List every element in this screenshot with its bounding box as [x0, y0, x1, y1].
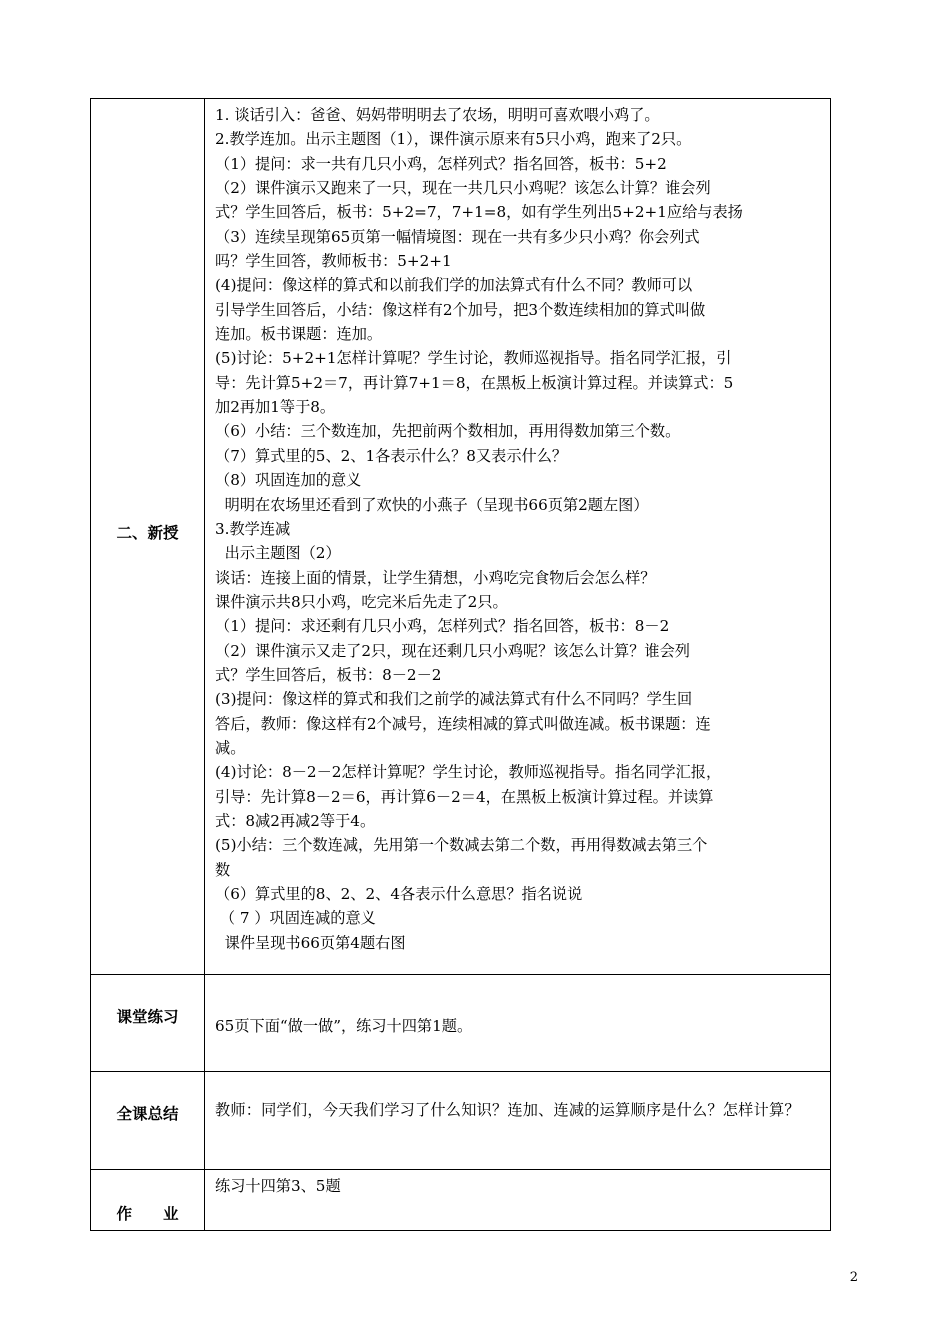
- lesson-text-line: (3)提问：像这样的算式和我们之前学的减法算式有什么不同吗？学生回: [215, 690, 693, 709]
- lesson-text-line: 谈话：连接上面的情景，让学生猜想，小鸡吃完食物后会怎么样？: [215, 568, 656, 587]
- lesson-text-line: （1）提问：求还剩有几只小鸡，怎样列式？指名回答，板书：8－2: [215, 617, 670, 636]
- lesson-text-line: （6）小结：三个数连加，先把前两个数相加，再用得数加第三个数。: [215, 422, 681, 441]
- lesson-text-line: 课件演示共8只小鸡，吃完米后先走了2只。: [215, 592, 508, 611]
- summary-text: 教师：同学们，今天我们学习了什么知识？连加、连减的运算顺序是什么？怎样计算？: [215, 1101, 800, 1119]
- lesson-text-line: （6）算式里的8、2、2、4各表示什么意思？指名说说: [215, 885, 583, 903]
- new-lesson-content: [205, 99, 831, 975]
- new-lesson-label-cell: [91, 99, 205, 975]
- homework-label-cell: [91, 1170, 205, 1231]
- summary-label-cell: [91, 1072, 205, 1170]
- lesson-text-line: (4)提问：像这样的算式和以前我们学的加法算式有什么不同？教师可以: [215, 276, 693, 295]
- lesson-text-line: 2.教学连加。出示主题图（1），课件演示原来有5只小鸡，跑来了2只。: [215, 130, 692, 149]
- lesson-text-line: 式：8减2再减2等于4。: [215, 811, 376, 830]
- practice-content-cell: [205, 975, 831, 1072]
- homework-label: 作 业: [116, 1204, 179, 1223]
- lesson-text-line: (5)小结：三个数连减，先用第一个数减去第二个数，再用得数减去第三个: [215, 836, 708, 855]
- homework-row: [91, 1170, 831, 1231]
- new-lesson-row: [91, 99, 831, 975]
- summary-row: [91, 1072, 831, 1170]
- new-lesson-label: 二、新授: [116, 523, 179, 542]
- summary-content-cell: [205, 1072, 831, 1170]
- lesson-text-line: （7）算式里的5、2、1各表示什么？8又表示什么？: [215, 446, 568, 465]
- lesson-text-line: (5)讨论：5+2+1怎样计算呢？学生讨论，教师巡视指导。指名同学汇报，引: [215, 349, 732, 368]
- summary-label: 全课总结: [116, 1104, 179, 1123]
- lesson-text-line: （1）提问：求一共有几只小鸡，怎样列式？指名回答，板书：5+2: [215, 154, 667, 173]
- practice-text: 65页下面“做一做”，练习十四第1题。: [215, 1017, 473, 1035]
- lesson-text-line: 加2再加1等于8。: [215, 398, 336, 417]
- lesson-text-line: （8）巩固连加的意义: [215, 471, 362, 490]
- lesson-text-line: 式？学生回答后，板书：5+2=7，7+1=8，如有学生列出5+2+1应给与表扬: [215, 203, 743, 222]
- lesson-text-line: 连加。板书课题：连加。: [215, 325, 383, 344]
- practice-row: [91, 975, 831, 1072]
- lesson-text-line: （ 7 ）巩固连减的意义: [215, 909, 376, 928]
- lesson-text-line: （2）课件演示又跑来了一只，现在一共几只小鸡呢？该怎么计算？谁会列: [215, 179, 711, 198]
- lesson-text-line: 引导学生回答后，小结：像这样有2个加号，把3个数连续相加的算式叫做: [215, 300, 706, 319]
- lesson-text-line: 引导：先计算8－2＝6，再计算6－2＝4，在黑板上板演计算过程。并读算: [215, 787, 714, 806]
- lesson-text-line: (4)讨论：8－2－2怎样计算呢？学生讨论，教师巡视指导。指名同学汇报，: [215, 763, 722, 782]
- homework-text: 练习十四第3、5题: [215, 1177, 341, 1195]
- lesson-text-line: （3）连续呈现第65页第一幅情境图：现在一共有多少只小鸡？你会列式: [215, 227, 700, 246]
- lesson-text-line: 数: [215, 860, 231, 879]
- practice-label: 课堂练习: [116, 1007, 179, 1026]
- lesson-text-line: 1. 谈话引入：爸爸、妈妈带明明去了农场，明明可喜欢喂小鸡了。: [215, 106, 660, 124]
- lesson-text-line: 吗？学生回答，教师板书：5+2+1: [215, 252, 452, 271]
- lesson-text-line: 出示主题图（2）: [215, 544, 341, 563]
- homework-content-cell: [205, 1170, 831, 1231]
- lesson-text-line: 导：先计算5+2＝7，再计算7+1＝8，在黑板上板演计算过程。并读算式：5: [215, 373, 734, 392]
- page-number: 2: [849, 1270, 858, 1285]
- lesson-text-line: 课件呈现书66页第4题右图: [215, 933, 406, 952]
- lesson-text-line: （2）课件演示又走了2只，现在还剩几只小鸡呢？该怎么计算？谁会列: [215, 641, 690, 660]
- lesson-text-line: 3.教学连减: [215, 519, 291, 538]
- lesson-text-line: 明明在农场里还看到了欢快的小燕子（呈现书66页第2题左图）: [215, 495, 649, 514]
- lesson-text-line: 式？学生回答后，板书：8－2－2: [215, 665, 442, 684]
- lesson-text-line: 减。: [215, 738, 246, 757]
- lesson-text-line: 答后，教师：像这样有2个减号，连续相减的算式叫做连减。板书课题：连: [215, 714, 711, 733]
- practice-label-cell: [91, 975, 205, 1072]
- lesson-plan-table: [90, 98, 831, 1231]
